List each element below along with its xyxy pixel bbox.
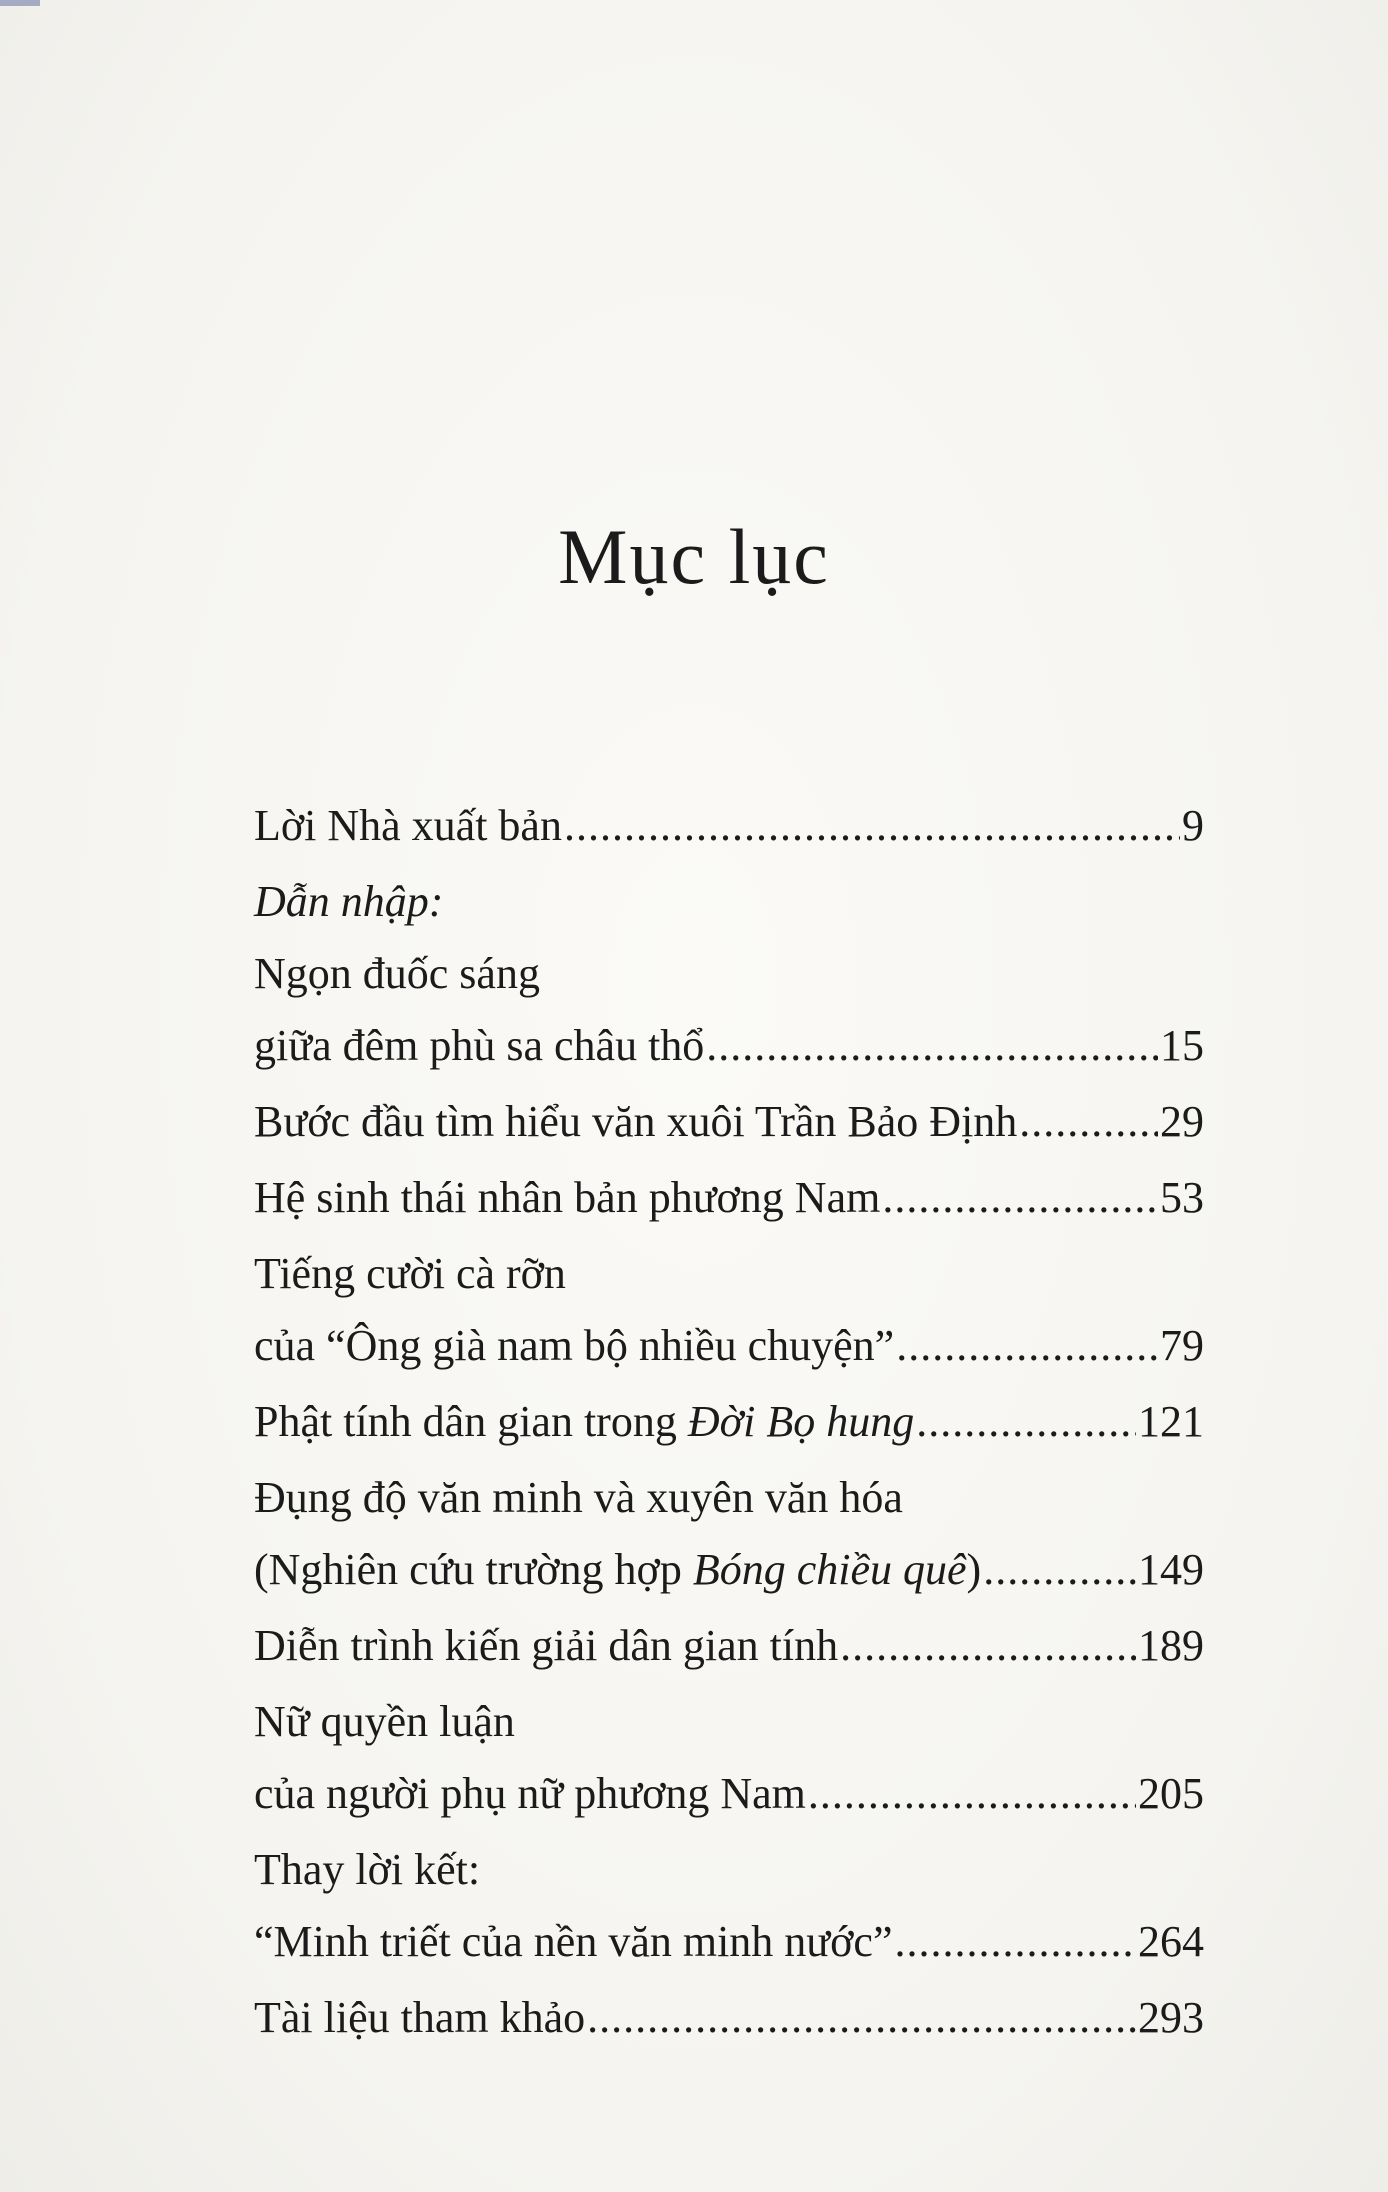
dot-leader <box>916 1386 1136 1458</box>
toc-entry <box>254 1834 1204 1978</box>
toc-text-part: “Minh triết của nền văn minh nước” <box>254 1917 893 1966</box>
toc-text-part: ) <box>966 1545 982 1594</box>
toc-entry-title <box>254 1238 566 1310</box>
dot-leader <box>706 1010 1158 1082</box>
page-number: 205 <box>1138 1769 1204 1818</box>
page-number: 293 <box>1138 1993 1204 2042</box>
toc-text-part: của người phụ nữ phương Nam <box>254 1769 806 1818</box>
page-number: 15 <box>1160 1021 1204 1070</box>
toc-entry-title <box>254 938 540 1010</box>
toc-entry-title <box>254 1982 585 2054</box>
dot-leader <box>882 1162 1158 1234</box>
page-number: 189 <box>1138 1621 1204 1670</box>
corner-mark <box>0 0 40 6</box>
page-number: 264 <box>1138 1917 1204 1966</box>
toc-entry-title <box>254 1310 894 1382</box>
toc-line <box>254 1010 1204 1082</box>
toc-entry-title <box>254 1610 838 1682</box>
page-number: 29 <box>1160 1097 1204 1146</box>
toc-line <box>254 1906 1204 1978</box>
toc-line <box>254 1982 1204 2054</box>
page-number: 79 <box>1160 1321 1204 1370</box>
toc-entry <box>254 1982 1204 2054</box>
toc-entry <box>254 866 1204 1082</box>
toc-text-part: Nữ quyền luận <box>254 1697 515 1746</box>
page-number: 149 <box>1138 1545 1204 1594</box>
toc-text-part: Thay lời kết: <box>254 1845 481 1894</box>
toc-line <box>254 1462 1204 1534</box>
toc-entry <box>254 1686 1204 1830</box>
page-title: Mục lục <box>558 513 830 601</box>
page-number: 121 <box>1138 1397 1204 1446</box>
toc-entry-title <box>254 1462 903 1534</box>
toc-text-part: Lời Nhà xuất bản <box>254 801 562 850</box>
dot-leader <box>1019 1086 1158 1158</box>
toc-line <box>254 866 1204 938</box>
toc-entry <box>254 1238 1204 1382</box>
toc-line <box>254 1162 1204 1234</box>
page-number: 9 <box>1182 801 1204 850</box>
dot-leader <box>983 1534 1136 1606</box>
toc-line <box>254 1534 1204 1606</box>
toc-entry-title <box>254 1686 515 1758</box>
dot-leader <box>894 1906 1136 1978</box>
toc-entry <box>254 1162 1204 1234</box>
dot-leader <box>896 1310 1158 1382</box>
toc-entry-title <box>254 1834 480 1906</box>
toc-entry <box>254 790 1204 862</box>
toc-line <box>254 1686 1204 1758</box>
toc-italic-text: Đời Bọ hung <box>687 1397 915 1446</box>
toc-line <box>254 1238 1204 1310</box>
toc-entry <box>254 1462 1204 1606</box>
toc-text-part: của “Ông già nam bộ nhiều chuyện” <box>254 1321 895 1370</box>
toc-entry-title <box>254 790 562 862</box>
toc-entry <box>254 1086 1204 1158</box>
dot-leader <box>564 790 1180 862</box>
toc-text-part: Diễn trình kiến giải dân gian tính <box>254 1621 839 1670</box>
toc-text-part: Tiếng cười cà rỡn <box>254 1249 566 1298</box>
toc-entry <box>254 1386 1204 1458</box>
toc-line <box>254 1758 1204 1830</box>
toc-line <box>254 1610 1204 1682</box>
toc-italic-text: Dẫn nhập: <box>254 877 444 926</box>
toc-text-part: Đụng độ văn minh và xuyên văn hóa <box>254 1473 903 1522</box>
dot-leader <box>808 1758 1136 1830</box>
toc-entry-title <box>254 866 443 938</box>
toc-entry-title <box>254 1906 892 1978</box>
toc-text-part: Hệ sinh thái nhân bản phương Nam <box>254 1173 881 1222</box>
toc-line <box>254 1834 1204 1906</box>
toc-text-part: Bước đầu tìm hiểu văn xuôi Trần Bảo Định <box>254 1097 1018 1146</box>
toc-entry <box>254 1610 1204 1682</box>
toc-entry-title <box>254 1162 880 1234</box>
toc-text-part: Phật tính dân gian trong <box>254 1397 688 1446</box>
dot-leader <box>587 1982 1136 2054</box>
toc-line <box>254 938 1204 1010</box>
toc-entry-title <box>254 1534 981 1606</box>
toc-line <box>254 1310 1204 1382</box>
toc-entry-title <box>254 1386 914 1458</box>
toc-text-part: (Nghiên cứu trường hợp <box>254 1545 693 1594</box>
toc-text-part: Ngọn đuốc sáng <box>254 949 540 998</box>
dot-leader <box>840 1610 1136 1682</box>
toc-entry-title <box>254 1758 806 1830</box>
toc-line <box>254 1386 1204 1458</box>
page-number: 53 <box>1160 1173 1204 1222</box>
toc-entry-title <box>254 1010 704 1082</box>
toc-text-part: Tài liệu tham khảo <box>254 1993 586 2042</box>
toc-line <box>254 790 1204 862</box>
table-of-contents <box>254 790 1204 2058</box>
toc-line <box>254 1086 1204 1158</box>
toc-text-part: giữa đêm phù sa châu thổ <box>254 1021 705 1070</box>
toc-entry-title <box>254 1086 1017 1158</box>
toc-italic-text: Bóng chiều quê <box>692 1545 967 1594</box>
